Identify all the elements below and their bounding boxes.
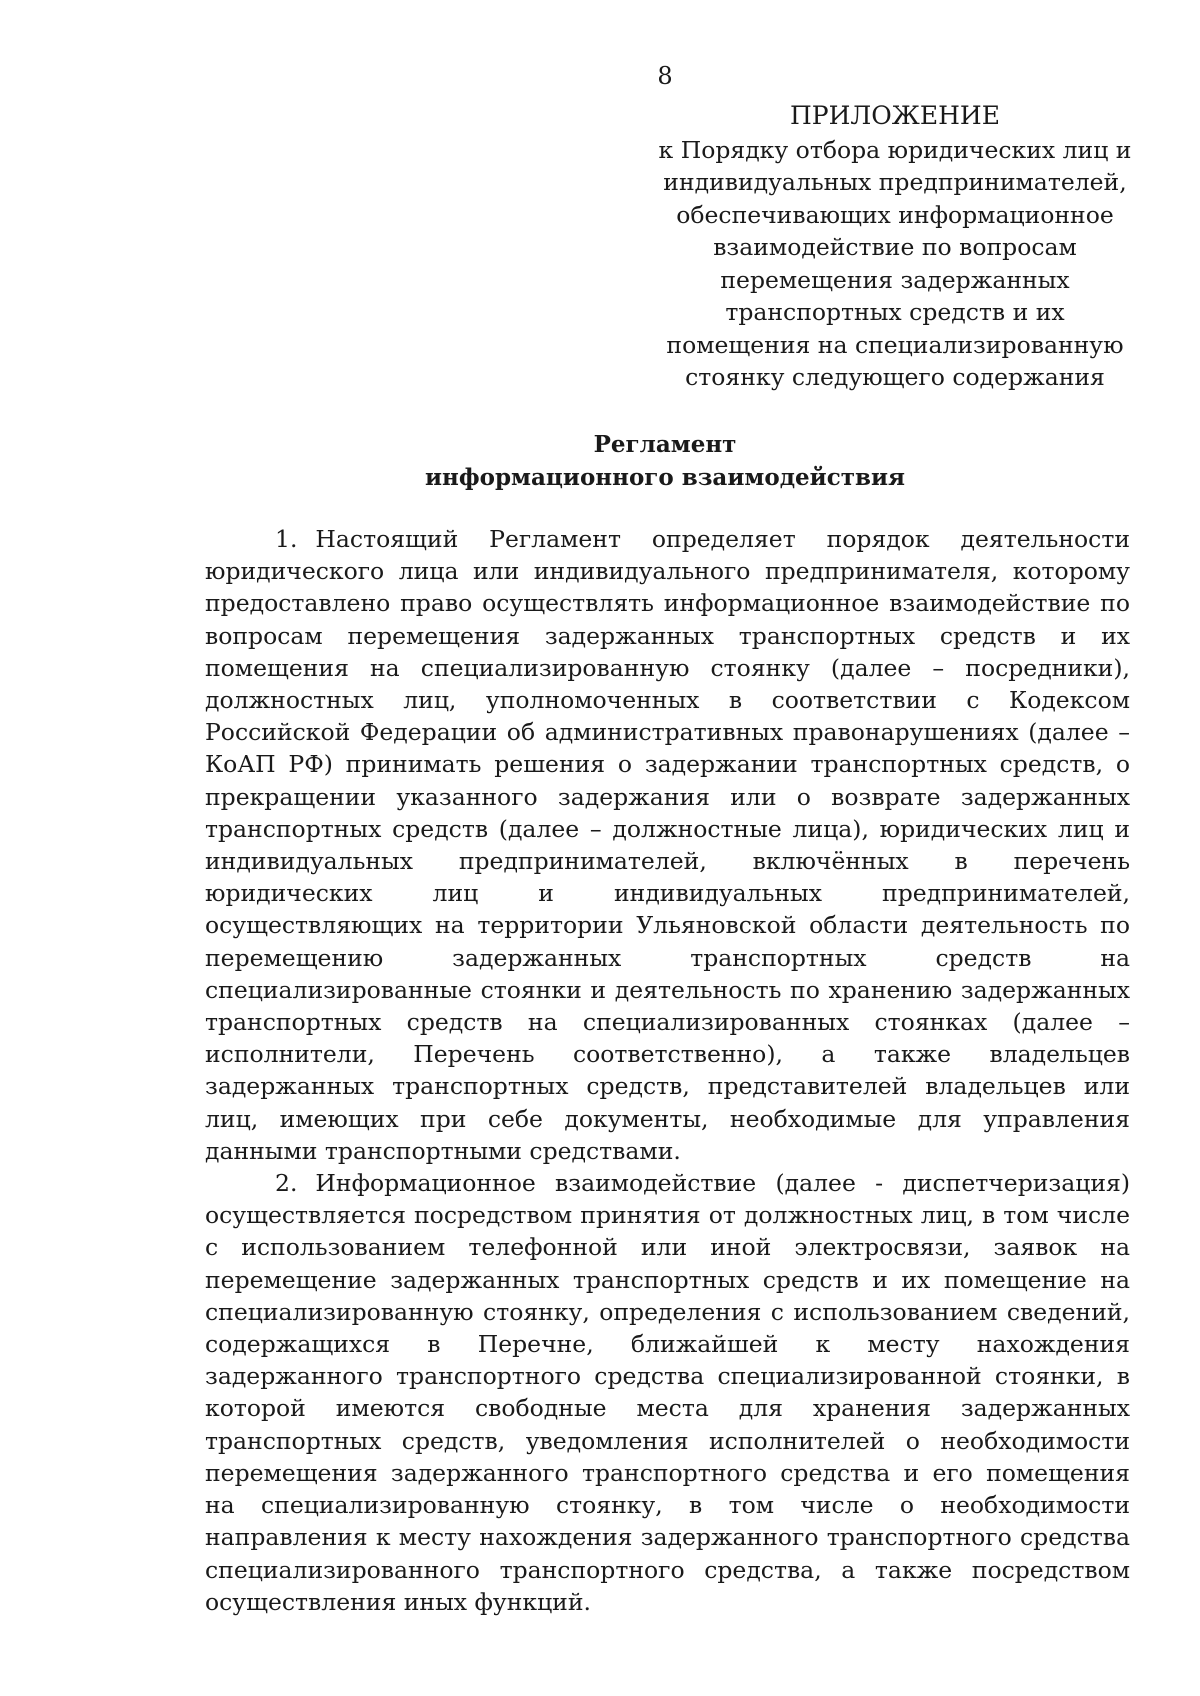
appendix-text: к Порядку отбора юридических лиц и индивидуальных предпринимателей, обеспечивающих информационное взаимодействие по вопросам перемещения задержанных транспортных средств и их помещения на специализированную стоянку следующего содержания xyxy=(658,135,1132,391)
page-number: 8 xyxy=(657,62,673,90)
paragraph-1 xyxy=(205,523,1130,1167)
paragraph-text: Информационное взаимодействие (далее - диспетчеризация) осуществляется посредством принятия от должностных лиц, в том числе с использованием телефонной или иной электросвязи, заявок на перемещение задержанных транспортных средств и их помещение на специализированную стоянку, определения с использованием сведений, содержащихся в Перечне, ближайшей к месту нахождения задержанного транспортного средства специализированной стоянки, в которой имеются свободные места для хранения задержанных транспортных средств, уведомления исполнителей о необходимости перемещения задержанного транспортного средства и его помещения на специализированную стоянку, в том числе о необходимости направления к месту нахождения задержанного транспортного средства специализированного транспортного средства, а также посредством осуществления иных функций. xyxy=(205,1169,1130,1616)
heading-line-1: Регламент xyxy=(593,431,737,458)
appendix-block xyxy=(655,100,1135,394)
body-text xyxy=(205,523,1130,1618)
heading-line-2: информационного взаимодействия xyxy=(424,464,906,491)
paragraph-number: 1. xyxy=(275,525,298,553)
appendix-title: ПРИЛОЖЕНИЕ xyxy=(790,101,1000,130)
paragraph-number: 2. xyxy=(275,1169,298,1198)
paragraph-2 xyxy=(205,1167,1130,1618)
paragraph-text: Настоящий Регламент определяет порядок деятельности юридического лица или индивидуального предпринимателя, которому предоставлено право осуществлять информационное взаимодействие по вопросам перемещения задержанных транспортных средств и их помещения на специализированную стоянку (далее – посредники), должностных лиц, уполномоченных в соответствии с Кодексом Российской Федерации об административных правонарушениях (далее – КоАП РФ) принимать решения о задержании транспортных средств, о прекращении указанного задержания или о возврате задержанных транспортных средств (далее – должностные лица), юридических лиц и индивидуальных предпринимателей, включённых в перечень юридических лиц и индивидуальных предпринимателей, осуществляющих на территории Ульяновской области деятельность по перемещению задержанных транспортных средств на специализированные стоянки и деятельность по хранению задержанных транспортных средств на специализированных стоянках (далее – исполнители, Перечень соответственно), а также владельцев задержанных транспортных средств, представителей владельцев или лиц, имеющих при себе документы, необходимые для управления данными транспортными средствами. xyxy=(205,525,1130,1165)
document-heading xyxy=(205,428,1125,494)
